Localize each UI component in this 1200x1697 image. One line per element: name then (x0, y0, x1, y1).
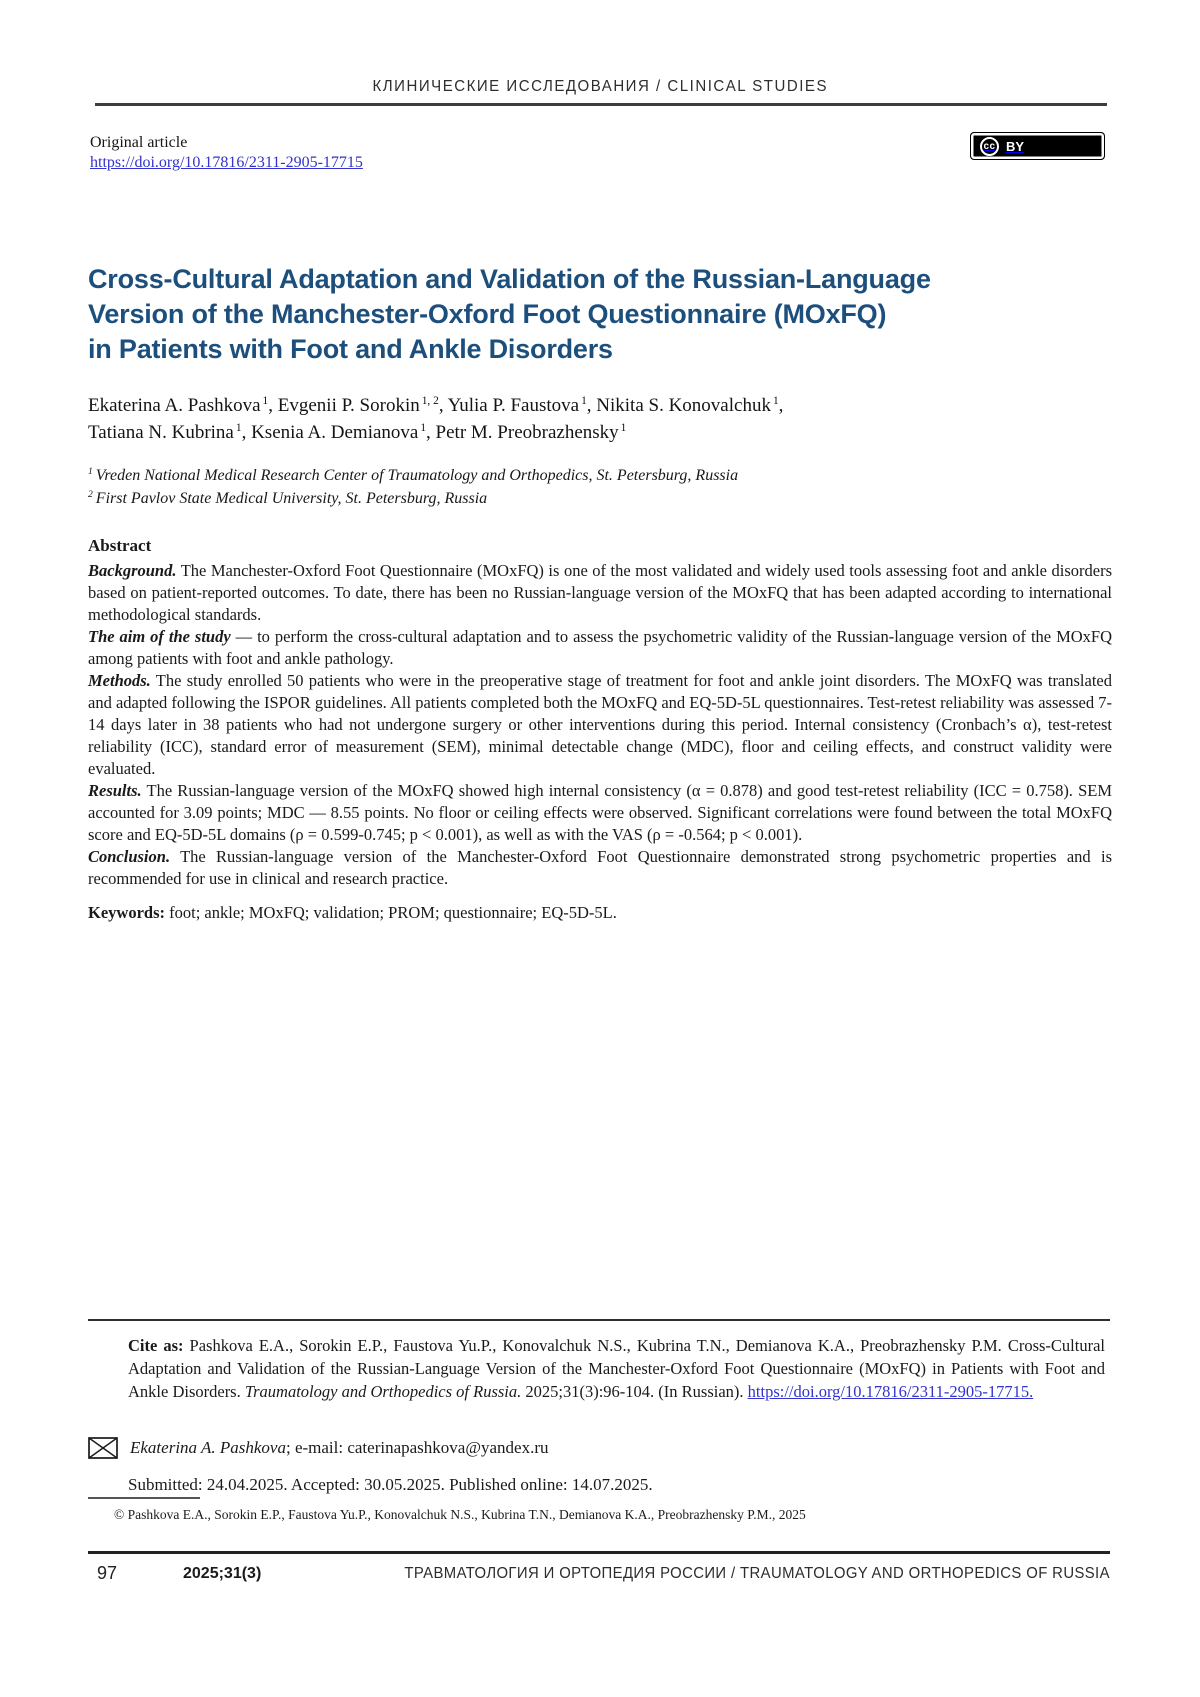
footer-rule (88, 1551, 1110, 1554)
journal-title: ТРАВМАТОЛОГИЯ И ОРТОПЕДИЯ РОССИИ / TRAUMATOLOGY AND ORTHOPEDICS OF RUSSIA (404, 1565, 1110, 1582)
corresponding-author-row (88, 1437, 549, 1459)
article-type-label: Original article (90, 134, 188, 151)
abstract-paragraph-background (88, 560, 1112, 626)
paragraph-label: Results. (88, 781, 142, 800)
paragraph-text: The Manchester-Oxford Foot Questionnaire (MOxFQ) is one of the most validated and widely used tools assessing foot and ankle disorders based on patient-reported outcomes. To date, there has been no Russian-language version of the MOxFQ that has been adapted according to international methodological standards. (88, 561, 1112, 624)
author-affiliation-sup: 1 (772, 394, 779, 407)
doi-link-row (90, 154, 363, 172)
title-line-1: Cross-Cultural Adaptation and Validation of the Russian-Language (88, 264, 931, 294)
affiliation: $^2$ First Pavlov State Medical University, St. Petersburg, Russia (88, 488, 488, 507)
author: Ekaterina A. Pashkova $^1$, (88, 394, 278, 416)
abstract-section (88, 536, 1112, 923)
author: Petr M. Preobrazhensky $^1$ (435, 421, 627, 443)
author-affiliation-sup: 1 (262, 394, 269, 407)
keywords-label: Keywords: (88, 903, 165, 922)
section-title: КЛИНИЧЕСКИЕ ИССЛЕДОВАНИЯ / CLINICAL STUDIES (372, 78, 828, 95)
author-affiliation-sup: 1 (235, 421, 242, 434)
article-doi-link[interactable]: https://doi.org/10.17816/2311-2905-17715 (90, 154, 363, 171)
envelope-icon (88, 1437, 118, 1459)
cite-as-block (128, 1334, 1105, 1403)
title-line-2: Version of the Manchester-Oxford Foot Questionnaire (MOxFQ) (88, 299, 887, 329)
affiliation-list (88, 464, 1088, 510)
paragraph-text: The study enrolled 50 patients who were in the preoperative stage of treatment for foot and ankle joint disorders. The MOxFQ was translated and adapted following the ISPOR guidelines. All patients completed both the MOxFQ and EQ-5D-5L questionnaires. Test-retest reliability was assessed 7-14 days later in 38 patients who had not undergone surgery or other interventions during this period. Internal consistency (Cronbach’s α), test-retest reliability (ICC), standard error of measurement (SEM), minimal detectable change (MDC), floor and ceiling effects, and construct validity were evaluated. (88, 671, 1112, 778)
running-head (88, 78, 1112, 96)
paragraph-label: The aim of the study (88, 627, 231, 646)
cc-by-license-badge[interactable] (970, 132, 1105, 160)
corresponding-author-name: Ekaterina A. Pashkova (130, 1438, 286, 1457)
keywords-row (88, 903, 1112, 923)
citation-issue-pages: 2025;31(3):96-104. (In Russian). (525, 1382, 744, 1401)
corresponding-author-text (130, 1438, 549, 1458)
author: Tatiana N. Kubrina $^1$, (88, 421, 252, 443)
author: Evgenii P. Sorokin $^{1, 2}$, (277, 394, 448, 416)
page-footer (88, 1561, 1110, 1589)
author-affiliation-sup: 1 (620, 421, 627, 434)
page-number: 97 (97, 1563, 118, 1583)
cc-license-type-label: BY (1006, 138, 1025, 154)
paragraph-text: The Russian-language version of the Manchester-Oxford Foot Questionnaire demonstrated strong psychometric properties and is recommended for use in clinical and research practice. (88, 847, 1112, 888)
author-affiliation-sup: 1, 2 (421, 394, 439, 407)
author: Nikita S. Konovalchuk $^1$, (596, 394, 784, 416)
issue-label: 2025;31(3) (183, 1565, 262, 1582)
author: Ksenia A. Demianova $^1$, (251, 421, 436, 443)
paragraph-label: Background. (88, 561, 177, 580)
citation-doi-link[interactable]: https://doi.org/10.17816/2311-2905-17715. (747, 1382, 1034, 1401)
keywords-text: foot; ankle; MOxFQ; validation; PROM; questionnaire; EQ-5D-5L. (169, 903, 617, 922)
article-dates: Submitted: 24.04.2025. Accepted: 30.05.2025. Published online: 14.07.2025. (128, 1475, 653, 1494)
abstract-paragraph-methods (88, 670, 1112, 780)
paragraph-text: — to perform the cross-cultural adaptation and to assess the psychometric validity of the Russian-language version of the MOxFQ among patients with foot and ankle pathology. (88, 627, 1113, 668)
author-list (88, 392, 1088, 446)
author: Yulia P. Faustova $^1$, (447, 394, 597, 416)
paragraph-label: Methods. (88, 671, 151, 690)
copyright-line: © Pashkova E.A., Sorokin E.P., Faustova Yu.P., Konovalchuk N.S., Kubrina T.N., Demianova K.A., Preobrazhensky P.M., 2025 (114, 1507, 806, 1522)
corresponding-author-email: ; e-mail: caterinapashkova@yandex.ru (285, 1438, 549, 1457)
abstract-paragraph-results (88, 780, 1112, 846)
abstract-heading: Abstract (88, 536, 152, 555)
author-affiliation-sup: 1 (581, 394, 587, 407)
copyright-divider (88, 1497, 200, 1499)
header-rule (95, 103, 1107, 106)
cite-as-label: Cite as: (128, 1336, 184, 1355)
creative-commons-icon: cc (980, 137, 999, 156)
citation-text: Pashkova E.A., Sorokin E.P., Faustova Yu.P., Konovalchuk N.S., Kubrina T.N., Demianova K.A., Preobrazhensky P.M. Cross-Cultural Adaptation and Validation of the Russian-Language Version of the Manchester-Oxford Foot Questionnaire (MOxFQ) in Patients with Foot and Ankle Disorders. (128, 1336, 1105, 1401)
article-title (88, 262, 1068, 367)
citation-divider (88, 1319, 1110, 1321)
paragraph-label: Conclusion. (88, 847, 171, 866)
affiliation: $^1$ Vreden National Medical Research Center of Traumatology and Orthopedics, St. Petersburg, Russia (88, 465, 739, 484)
citation-journal-name: Traumatology and Orthopedics of Russia. (244, 1382, 522, 1401)
abstract-paragraph-aim (88, 626, 1112, 670)
author-affiliation-sup: 1 (420, 421, 427, 434)
abstract-paragraph-conclusion (88, 846, 1112, 890)
title-line-3: in Patients with Foot and Ankle Disorders (88, 334, 613, 364)
paragraph-text: The Russian-language version of the MOxFQ showed high internal consistency (α = 0.878) and good test-retest reliability (ICC = 0.758). SEM accounted for 3.09 points; MDC — 8.55 points. No floor or ceiling effects were observed. Significant correlations were found between the total MOxFQ score and EQ-5D-5L domains (ρ = 0.599-0.745; p < 0.001), as well as with the VAS (ρ = -0.564; p < 0.001). (88, 781, 1113, 844)
